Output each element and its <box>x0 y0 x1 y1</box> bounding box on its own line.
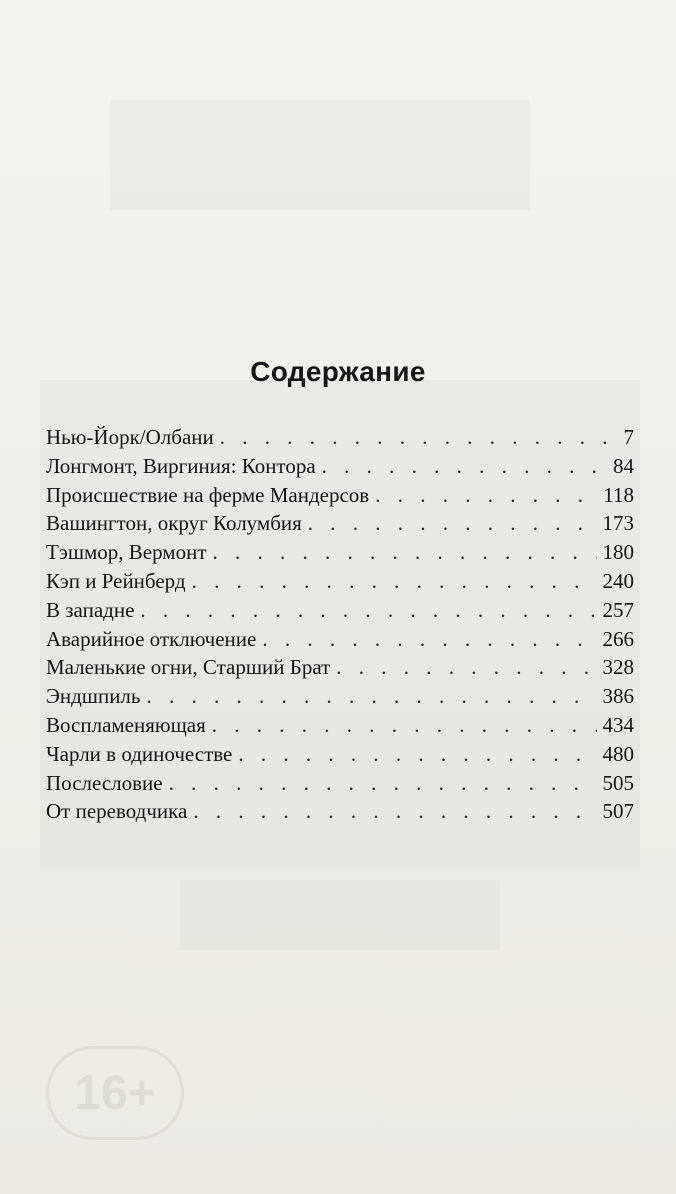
toc-entry <box>46 797 634 826</box>
toc-entry <box>46 538 634 567</box>
toc-entry-page: 328 <box>602 655 634 680</box>
toc-entry-page: 266 <box>602 626 634 651</box>
toc-entry-title: В западне <box>46 597 135 622</box>
toc-entry-title: Тэшмор, Вермонт <box>46 540 207 565</box>
toc-entry-title: Аварийное отключение <box>46 626 257 651</box>
toc-entry-title: Вашингтон, округ Колумбия <box>46 511 302 536</box>
toc-entry-page: 505 <box>602 770 634 795</box>
dot-leader <box>238 740 596 769</box>
dot-leader <box>220 423 618 452</box>
toc-entry <box>46 769 634 798</box>
toc-entry-title: Воспламеняющая <box>46 712 206 737</box>
toc-entry <box>46 740 634 769</box>
toc-entry-title: Эндшпиль <box>46 684 141 709</box>
toc-entry-page: 434 <box>602 712 634 737</box>
toc-entry-page: 180 <box>602 540 634 565</box>
toc-entry-title: От переводчика <box>46 799 188 824</box>
dot-leader <box>212 711 597 740</box>
toc-entry <box>46 625 634 654</box>
page-title: Содержание <box>250 355 426 387</box>
toc-entry <box>46 711 634 740</box>
dot-leader <box>140 596 596 625</box>
toc-entry-page: 507 <box>602 799 634 824</box>
toc-entry-title: Чарли в одиночестве <box>46 741 233 766</box>
show-through-block <box>180 880 500 950</box>
dot-leader <box>262 625 596 654</box>
dot-leader <box>193 797 596 826</box>
table-of-contents <box>46 423 634 826</box>
dot-leader <box>192 567 597 596</box>
toc-entry-page: 240 <box>602 568 634 593</box>
toc-entry <box>46 481 634 510</box>
dot-leader <box>375 481 597 510</box>
dot-leader <box>322 452 607 481</box>
toc-entry-page: 386 <box>602 684 634 709</box>
toc-entry <box>46 653 634 682</box>
toc-entry-page: 173 <box>602 511 634 536</box>
toc-entry <box>46 567 634 596</box>
age-rating-badge: 16+ <box>46 1046 184 1140</box>
dot-leader <box>336 653 596 682</box>
toc-entry-title: Кэп и Рейнберд <box>46 568 186 593</box>
dot-leader <box>213 538 597 567</box>
toc-entry-title: Лонгмонт, Виргиния: Контора <box>46 453 316 478</box>
toc-entry-page: 84 <box>613 453 634 478</box>
toc-entry-page: 257 <box>602 597 634 622</box>
toc-entry <box>46 596 634 625</box>
toc-entry-title: Происшествие на ферме Мандерсов <box>46 482 370 507</box>
dot-leader <box>147 682 597 711</box>
dot-leader <box>169 769 597 798</box>
toc-entry-title: Послесловие <box>46 770 163 795</box>
toc-entry-title: Маленькие огни, Старший Брат <box>46 655 331 680</box>
dot-leader <box>308 509 597 538</box>
show-through-block <box>110 100 530 210</box>
toc-entry-title: Нью-Йорк/Олбани <box>46 425 214 449</box>
toc-entry <box>46 423 634 452</box>
toc-entry-page: 118 <box>603 482 634 507</box>
toc-entry-page: 7 <box>623 425 634 449</box>
toc-entry <box>46 509 634 538</box>
toc-entry-page: 480 <box>602 741 634 766</box>
toc-entry <box>46 452 634 481</box>
toc-entry <box>46 682 634 711</box>
